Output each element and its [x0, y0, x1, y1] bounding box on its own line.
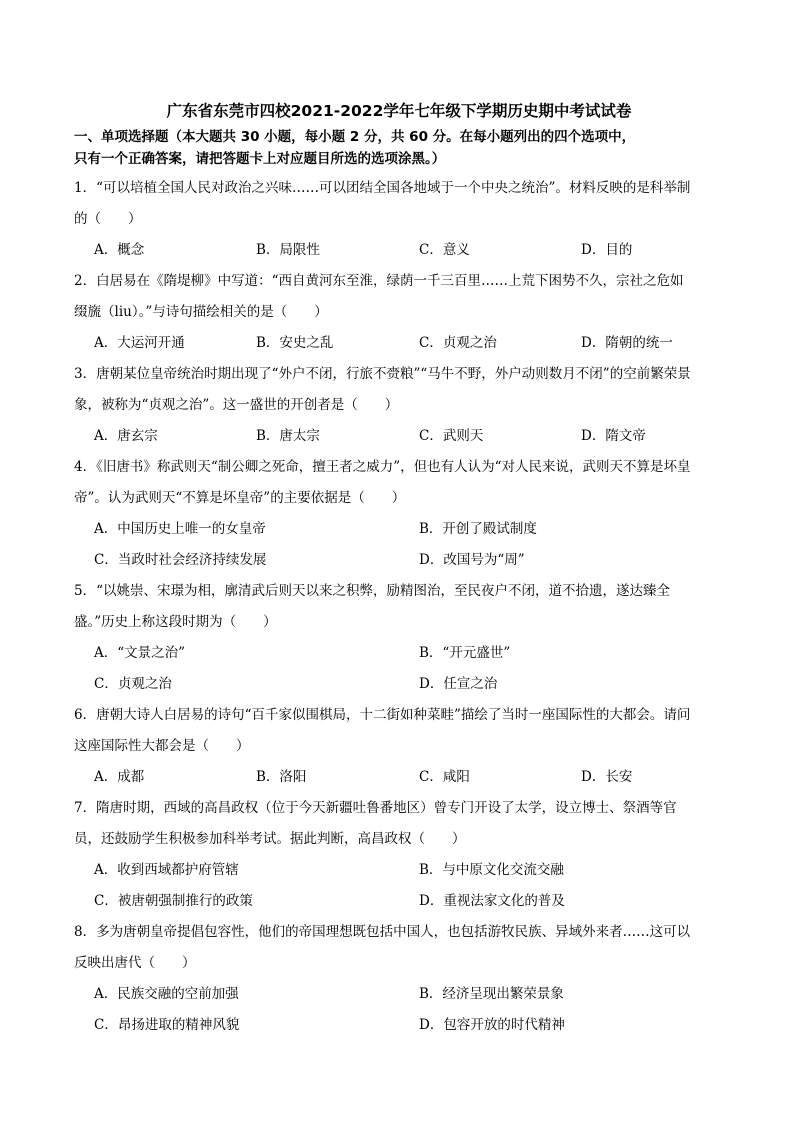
option-list: [74, 762, 724, 793]
option-list: [74, 638, 724, 700]
stem-line: 缀旒（liu）。”与诗句描绘相关的是（ ）: [74, 304, 328, 320]
question-7: [74, 793, 724, 917]
option-c: C．被唐朝强制推行的政策: [94, 893, 253, 909]
stem-line: 4．《旧唐书》称武则天“制公卿之死命，擅王者之威力”，但也有人认为“对人民来说，武则天不算是坏皇: [74, 459, 691, 475]
option-list: [74, 855, 724, 917]
stem-line: 7．隋唐时期，西域的高昌政权（位于今天新疆吐鲁番地区）曾专门开设了太学，设立博士、祭酒等官: [74, 800, 677, 816]
question-stem: [74, 173, 724, 235]
question-3: [74, 359, 724, 452]
option-c: C．当政时社会经济持续发展: [94, 552, 267, 568]
stem-line: 这座国际性大都会是（ ）: [74, 738, 250, 754]
question-stem: [74, 576, 724, 638]
option-c: C．昂扬进取的精神风貌: [94, 1017, 240, 1033]
stem-line: 2．白居易在《隋堤柳》中写道：“西自黄河东至淮，绿荫一千三百里……上荒下困势不久，宗社之危如: [74, 273, 684, 289]
stem-line: 反映出唐代（ ）: [74, 955, 196, 971]
option-a: A．成都: [94, 769, 145, 785]
stem-line: 3．唐朝某位皇帝统治时期出现了“外户不闭，行旅不赍粮”“马牛不野，外户动则数月不闭”的空前繁荣景: [74, 366, 691, 382]
stem-line: 象，被称为“贞观之治”。这一盛世的开创者是（ ）: [74, 397, 399, 413]
question-5: [74, 576, 724, 700]
option-d: D．改国号为“周”: [419, 552, 525, 568]
option-a: A．中国历史上唯一的女皇帝: [94, 521, 266, 537]
option-b: B．开创了殿试制度: [419, 521, 537, 537]
option-c: C．贞观之治: [94, 676, 172, 692]
option-a: A．“文景之治”: [94, 645, 186, 661]
option-c: C．武则天: [419, 428, 484, 444]
question-stem: [74, 452, 724, 514]
option-d: D．任宣之治: [419, 676, 498, 692]
option-b: B．“开元盛世”: [419, 645, 511, 661]
option-c: C．咸阳: [419, 769, 470, 785]
option-b: B．洛阳: [256, 769, 307, 785]
option-b: B．局限性: [256, 242, 320, 258]
stem-line: 5．“以姚崇、宋璟为相，廓清武后则天以来之积弊，励精图治，至民夜户不闭，道不拾遗，遂达臻全: [74, 583, 670, 599]
stem-line: 6．唐朝大诗人白居易的诗句“百千家似围棋局，十二街如种菜畦”描绘了当时一座国际性的大都会。请问: [74, 707, 691, 723]
question-stem: [74, 359, 724, 421]
exam-title: 广东省东莞市四校2021-2022学年七年级下学期历史期中考试试卷: [166, 102, 632, 120]
option-a: A．收到西域都护府管辖: [94, 862, 239, 878]
question-1: [74, 173, 724, 266]
option-c: C．贞观之治: [419, 335, 497, 351]
section-header-line-2: 只有一个正确答案，请把答题卡上对应题目所选的选项涂黑。）: [74, 151, 446, 167]
stem-line: 的（ ）: [74, 211, 142, 227]
option-d: D．隋文帝: [581, 428, 646, 444]
option-d: D．重视法家文化的普及: [419, 893, 565, 909]
section-header: [74, 126, 724, 170]
option-a: A．唐玄宗: [94, 428, 158, 444]
question-4: [74, 452, 724, 576]
stem-line: 8．多为唐朝皇帝提倡包容性，他们的帝国理想既包括中国人，也包括游牧民族、异域外来者……这可以: [74, 924, 691, 940]
question-stem: [74, 700, 724, 762]
option-b: B．唐太宗: [256, 428, 320, 444]
option-a: A．概念: [94, 242, 145, 258]
stem-line: 1．“可以培植全国人民对政治之兴味……可以团结全国各地域于一个中央之统治”。材料反映的是科举制: [74, 180, 691, 196]
option-d: D．包容开放的时代精神: [419, 1017, 565, 1033]
question-stem: [74, 266, 724, 328]
question-6: [74, 700, 724, 793]
option-a: A．民族交融的空前加强: [94, 986, 239, 1002]
option-c: C．意义: [419, 242, 470, 258]
option-list: [74, 328, 724, 359]
stem-line: 帝”。认为武则天“不算是坏皇帝”的主要依据是（ ）: [74, 490, 406, 506]
option-b: B．安史之乱: [256, 335, 334, 351]
option-list: [74, 514, 724, 576]
option-d: D．长安: [581, 769, 633, 785]
question-2: [74, 266, 724, 359]
exam-page: [74, 100, 724, 1041]
option-list: [74, 979, 724, 1041]
option-b: B．经济呈现出繁荣景象: [419, 986, 564, 1002]
option-b: B．与中原文化交流交融: [419, 862, 564, 878]
question-stem: [74, 793, 724, 855]
option-d: D．目的: [581, 242, 633, 258]
option-list: [74, 421, 724, 452]
option-a: A．大运河开通: [94, 335, 185, 351]
stem-line: 盛。”历史上称这段时期为（ ）: [74, 614, 277, 630]
section-header-line-1: 一、单项选择题（本大题共 30 小题，每小题 2 分，共 60 分。在每小题列出的四个选项中，: [74, 129, 636, 145]
question-stem: [74, 917, 724, 979]
option-d: D．隋朝的统一: [581, 335, 673, 351]
stem-line: 员，还鼓励学生积极参加科举考试。据此判断，高昌政权（ ）: [74, 831, 466, 847]
question-8: [74, 917, 724, 1041]
option-list: [74, 235, 724, 266]
